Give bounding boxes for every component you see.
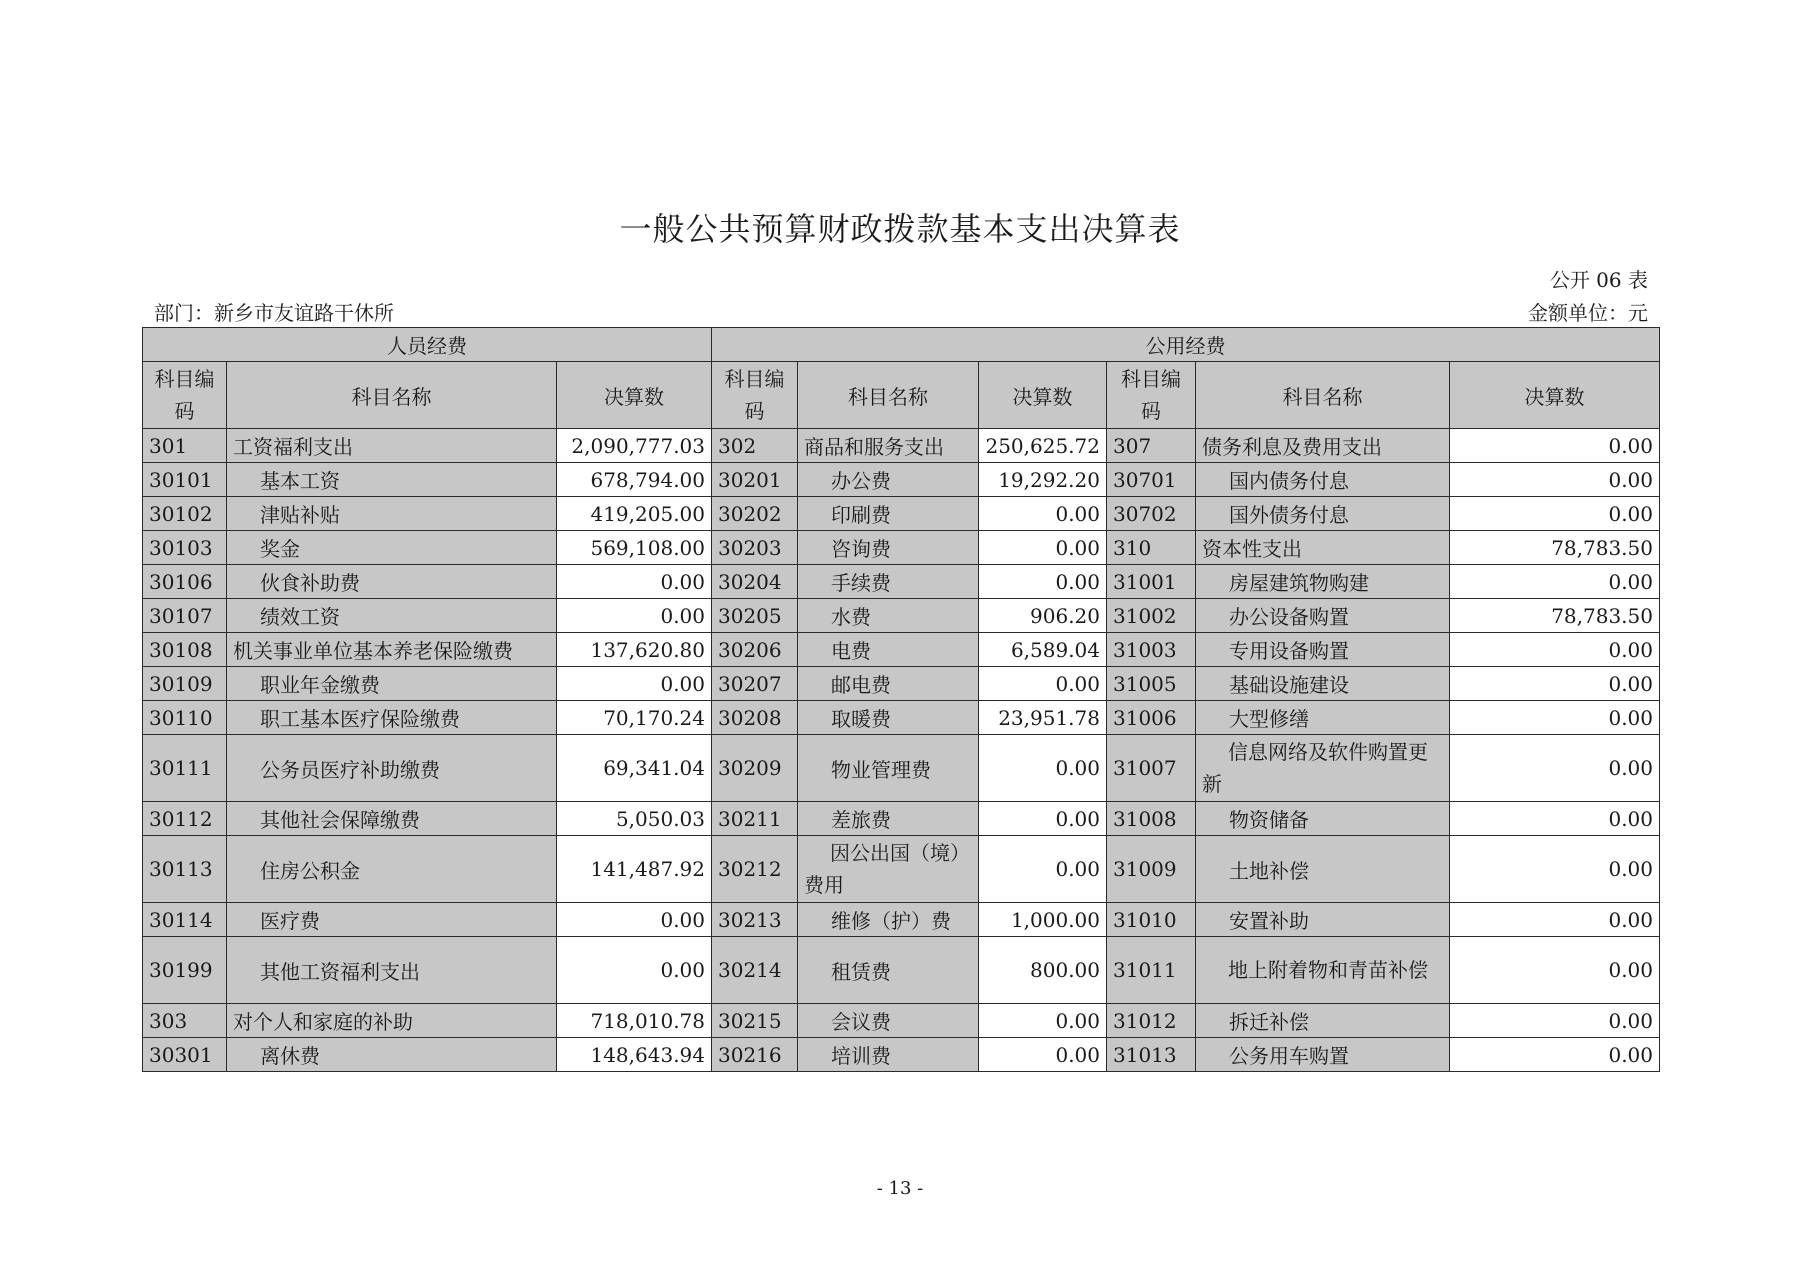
name-cell: 专用设备购置 — [1196, 633, 1450, 667]
name-cell: 其他工资福利支出 — [227, 937, 557, 1004]
name-cell: 取暖费 — [798, 701, 979, 735]
expenditure-table — [142, 327, 1660, 1072]
table-row — [143, 802, 1660, 836]
amount-cell: 0.00 — [979, 497, 1107, 531]
code-cell: 30108 — [143, 633, 227, 667]
amount-cell: 0.00 — [1450, 802, 1660, 836]
name-cell: 对个人和家庭的补助 — [227, 1004, 557, 1038]
name-cell: 绩效工资 — [227, 599, 557, 633]
name-cell: 办公费 — [798, 463, 979, 497]
col-header-amount: 决算数 — [1450, 362, 1660, 429]
code-cell: 301 — [143, 429, 227, 463]
code-cell: 31005 — [1107, 667, 1196, 701]
amount-cell: 0.00 — [979, 735, 1107, 802]
code-cell: 31007 — [1107, 735, 1196, 802]
amount-cell: 0.00 — [557, 903, 712, 937]
amount-cell: 250,625.72 — [979, 429, 1107, 463]
amount-cell: 0.00 — [1450, 463, 1660, 497]
group-header-public: 公用经费 — [712, 328, 1660, 362]
code-cell: 30114 — [143, 903, 227, 937]
amount-cell: 906.20 — [979, 599, 1107, 633]
code-cell: 30107 — [143, 599, 227, 633]
amount-cell: 0.00 — [1450, 1004, 1660, 1038]
code-cell: 30206 — [712, 633, 798, 667]
amount-cell: 0.00 — [979, 802, 1107, 836]
amount-cell: 0.00 — [1450, 429, 1660, 463]
code-cell: 30212 — [712, 836, 798, 903]
name-cell: 维修（护）费 — [798, 903, 979, 937]
amount-cell: 0.00 — [557, 937, 712, 1004]
code-cell: 30202 — [712, 497, 798, 531]
code-cell: 31001 — [1107, 565, 1196, 599]
code-cell: 30702 — [1107, 497, 1196, 531]
name-cell: 信息网络及软件购置更新 — [1196, 735, 1450, 802]
amount-cell: 718,010.78 — [557, 1004, 712, 1038]
code-cell: 30209 — [712, 735, 798, 802]
name-cell: 奖金 — [227, 531, 557, 565]
code-cell: 30113 — [143, 836, 227, 903]
amount-cell: 678,794.00 — [557, 463, 712, 497]
name-cell: 公务员医疗补助缴费 — [227, 735, 557, 802]
table-row — [143, 1004, 1660, 1038]
amount-cell: 0.00 — [979, 565, 1107, 599]
code-cell: 31012 — [1107, 1004, 1196, 1038]
amount-cell: 0.00 — [1450, 633, 1660, 667]
code-cell: 30205 — [712, 599, 798, 633]
code-cell: 31003 — [1107, 633, 1196, 667]
code-cell: 30103 — [143, 531, 227, 565]
name-cell: 职业年金缴费 — [227, 667, 557, 701]
amount-cell: 0.00 — [979, 531, 1107, 565]
amount-cell: 0.00 — [557, 565, 712, 599]
amount-cell: 0.00 — [1450, 701, 1660, 735]
code-cell: 30211 — [712, 802, 798, 836]
code-cell: 31013 — [1107, 1038, 1196, 1072]
amount-cell: 0.00 — [1450, 565, 1660, 599]
table-row — [143, 701, 1660, 735]
unit-label: 金额单位：元 — [1528, 301, 1648, 325]
code-cell: 30301 — [143, 1038, 227, 1072]
code-cell: 30208 — [712, 701, 798, 735]
code-cell: 303 — [143, 1004, 227, 1038]
name-cell: 基本工资 — [227, 463, 557, 497]
code-cell: 30207 — [712, 667, 798, 701]
code-cell: 30213 — [712, 903, 798, 937]
code-cell: 30106 — [143, 565, 227, 599]
col-header-code: 科目编码 — [1107, 362, 1196, 429]
table-row — [143, 836, 1660, 903]
name-cell: 大型修缮 — [1196, 701, 1450, 735]
name-cell: 债务利息及费用支出 — [1196, 429, 1450, 463]
amount-cell: 800.00 — [979, 937, 1107, 1004]
amount-cell: 0.00 — [979, 1038, 1107, 1072]
name-cell: 国内债务付息 — [1196, 463, 1450, 497]
code-cell: 31002 — [1107, 599, 1196, 633]
col-header-name: 科目名称 — [1196, 362, 1450, 429]
name-cell: 印刷费 — [798, 497, 979, 531]
code-cell: 30101 — [143, 463, 227, 497]
table-row — [143, 497, 1660, 531]
name-cell: 离休费 — [227, 1038, 557, 1072]
amount-cell: 141,487.92 — [557, 836, 712, 903]
name-cell: 土地补偿 — [1196, 836, 1450, 903]
name-cell: 差旅费 — [798, 802, 979, 836]
amount-cell: 0.00 — [979, 1004, 1107, 1038]
name-cell: 住房公积金 — [227, 836, 557, 903]
amount-cell: 6,589.04 — [979, 633, 1107, 667]
page-number: - 13 - — [876, 1178, 924, 1199]
code-cell: 30701 — [1107, 463, 1196, 497]
amount-cell: 0.00 — [979, 836, 1107, 903]
amount-cell: 137,620.80 — [557, 633, 712, 667]
name-cell: 安置补助 — [1196, 903, 1450, 937]
name-cell: 因公出国（境）费用 — [798, 836, 979, 903]
table-row — [143, 1038, 1660, 1072]
code-cell: 30112 — [143, 802, 227, 836]
name-cell: 会议费 — [798, 1004, 979, 1038]
amount-cell: 0.00 — [557, 599, 712, 633]
page-title: 一般公共预算财政拨款基本支出决算表 — [619, 210, 1181, 248]
name-cell: 邮电费 — [798, 667, 979, 701]
name-cell: 机关事业单位基本养老保险缴费 — [227, 633, 557, 667]
name-cell: 办公设备购置 — [1196, 599, 1450, 633]
code-cell: 307 — [1107, 429, 1196, 463]
code-cell: 302 — [712, 429, 798, 463]
name-cell: 资本性支出 — [1196, 531, 1450, 565]
name-cell: 培训费 — [798, 1038, 979, 1072]
code-cell: 30199 — [143, 937, 227, 1004]
amount-cell: 78,783.50 — [1450, 531, 1660, 565]
amount-cell: 0.00 — [1450, 836, 1660, 903]
name-cell: 基础设施建设 — [1196, 667, 1450, 701]
name-cell: 公务用车购置 — [1196, 1038, 1450, 1072]
amount-cell: 78,783.50 — [1450, 599, 1660, 633]
amount-cell: 69,341.04 — [557, 735, 712, 802]
department-label: 部门：新乡市友谊路干休所 — [154, 301, 394, 325]
amount-cell: 1,000.00 — [979, 903, 1107, 937]
table-row — [143, 429, 1660, 463]
code-cell: 30214 — [712, 937, 798, 1004]
amount-cell: 2,090,777.03 — [557, 429, 712, 463]
amount-cell: 148,643.94 — [557, 1038, 712, 1072]
amount-cell: 0.00 — [1450, 903, 1660, 937]
amount-cell: 419,205.00 — [557, 497, 712, 531]
col-header-name: 科目名称 — [227, 362, 557, 429]
amount-cell: 0.00 — [1450, 667, 1660, 701]
table-row — [143, 735, 1660, 802]
name-cell: 租赁费 — [798, 937, 979, 1004]
table-row — [143, 599, 1660, 633]
name-cell: 职工基本医疗保险缴费 — [227, 701, 557, 735]
table-row — [143, 937, 1660, 1004]
name-cell: 商品和服务支出 — [798, 429, 979, 463]
name-cell: 伙食补助费 — [227, 565, 557, 599]
table-row — [143, 531, 1660, 565]
code-cell: 30102 — [143, 497, 227, 531]
group-header-personnel: 人员经费 — [143, 328, 712, 362]
table-row — [143, 903, 1660, 937]
amount-cell: 0.00 — [979, 667, 1107, 701]
name-cell: 物业管理费 — [798, 735, 979, 802]
code-cell: 31011 — [1107, 937, 1196, 1004]
name-cell: 工资福利支出 — [227, 429, 557, 463]
amount-cell: 0.00 — [1450, 1038, 1660, 1072]
amount-cell: 0.00 — [1450, 497, 1660, 531]
col-header-amount: 决算数 — [979, 362, 1107, 429]
amount-cell: 569,108.00 — [557, 531, 712, 565]
name-cell: 水费 — [798, 599, 979, 633]
code-cell: 30203 — [712, 531, 798, 565]
name-cell: 房屋建筑物购建 — [1196, 565, 1450, 599]
code-cell: 31010 — [1107, 903, 1196, 937]
name-cell: 物资储备 — [1196, 802, 1450, 836]
name-cell: 其他社会保障缴费 — [227, 802, 557, 836]
code-cell: 30201 — [712, 463, 798, 497]
amount-cell: 19,292.20 — [979, 463, 1107, 497]
form-number: 公开 06 表 — [1549, 268, 1648, 292]
code-cell: 310 — [1107, 531, 1196, 565]
name-cell: 咨询费 — [798, 531, 979, 565]
amount-cell: 0.00 — [1450, 735, 1660, 802]
name-cell: 医疗费 — [227, 903, 557, 937]
code-cell: 30111 — [143, 735, 227, 802]
amount-cell: 5,050.03 — [557, 802, 712, 836]
table-row — [143, 565, 1660, 599]
code-cell: 30204 — [712, 565, 798, 599]
code-cell: 31009 — [1107, 836, 1196, 903]
amount-cell: 0.00 — [1450, 937, 1660, 1004]
name-cell: 地上附着物和青苗补偿 — [1196, 937, 1450, 1004]
name-cell: 拆迁补偿 — [1196, 1004, 1450, 1038]
amount-cell: 0.00 — [557, 667, 712, 701]
code-cell: 30110 — [143, 701, 227, 735]
code-cell: 30215 — [712, 1004, 798, 1038]
name-cell: 电费 — [798, 633, 979, 667]
col-header-name: 科目名称 — [798, 362, 979, 429]
name-cell: 国外债务付息 — [1196, 497, 1450, 531]
code-cell: 31008 — [1107, 802, 1196, 836]
code-cell: 31006 — [1107, 701, 1196, 735]
name-cell: 手续费 — [798, 565, 979, 599]
code-cell: 30109 — [143, 667, 227, 701]
amount-cell: 70,170.24 — [557, 701, 712, 735]
col-header-code: 科目编码 — [143, 362, 227, 429]
table-row — [143, 633, 1660, 667]
table-row — [143, 667, 1660, 701]
col-header-amount: 决算数 — [557, 362, 712, 429]
col-header-code: 科目编码 — [712, 362, 798, 429]
table-row — [143, 463, 1660, 497]
name-cell: 津贴补贴 — [227, 497, 557, 531]
code-cell: 30216 — [712, 1038, 798, 1072]
amount-cell: 23,951.78 — [979, 701, 1107, 735]
